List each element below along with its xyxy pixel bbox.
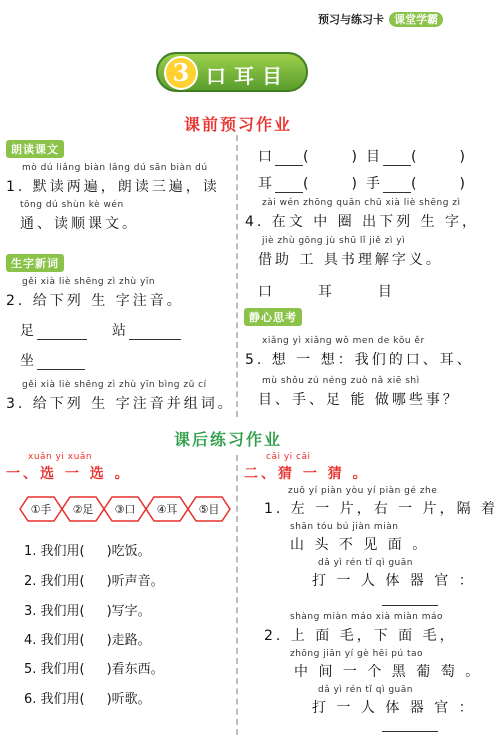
r2-text2: 中 间 一 个 黑 葡 萄 。 bbox=[294, 664, 483, 680]
q4-text: 4. 在文 中 圈 出下列 生 字， bbox=[245, 214, 480, 230]
part1-item-3: 3. 我们用( )写字。 bbox=[24, 604, 151, 619]
r2-answer-blank[interactable] bbox=[382, 718, 438, 732]
row2-er: 耳 ( ) bbox=[258, 176, 360, 192]
q4-pinyin: zài wén zhōng quān chū xià liè shēng zì bbox=[262, 198, 461, 208]
r1-pinyin3: dǎ yì rén tǐ qì guān bbox=[318, 558, 413, 568]
r1-answer-blank[interactable] bbox=[382, 592, 438, 606]
q4-pinyin2: jiè zhù gōng jù shū lǐ jiě zì yì bbox=[262, 236, 406, 246]
q3-text: 3. 给下列 生 字注音并组词。 bbox=[6, 396, 235, 412]
r2-pinyin2: zhōng jiān yí gè hēi pú tao bbox=[290, 649, 424, 659]
q5-text: 5. 想 一 想：我们的口、耳、 bbox=[245, 352, 474, 368]
part1-item-4: 4. 我们用( )走路。 bbox=[24, 633, 151, 648]
header-badge: 课堂学霸 bbox=[389, 12, 443, 27]
tag-read: 朗读课文 bbox=[6, 140, 64, 158]
row2-shou: 手 ( ) bbox=[366, 176, 468, 192]
header-text: 预习与练习卡 bbox=[318, 13, 384, 26]
r1-text2: 山 头 不 见 面 。 bbox=[290, 537, 430, 553]
r2-pinyin: shàng miàn máo xià miàn máo bbox=[290, 612, 444, 622]
column-divider bbox=[236, 135, 238, 417]
pre-section-title: 课前预习作业 bbox=[184, 115, 293, 134]
r1-pinyin: zuǒ yí piàn yòu yí piàn gé zhe bbox=[288, 486, 438, 496]
q2-text: 2. 给下列 生 字注音。 bbox=[6, 293, 184, 309]
lesson-banner bbox=[156, 52, 308, 92]
q4-text2: 借助 工 具书理解字义。 bbox=[258, 252, 443, 268]
r2-text3: 打 一 人 体 器 官 ： bbox=[312, 700, 476, 716]
r1-text3: 打 一 人 体 器 官 ： bbox=[312, 573, 476, 589]
char-zhan: 站 bbox=[112, 320, 181, 340]
tag-new-chars: 生字新词 bbox=[6, 254, 64, 272]
char-zuo: 坐 bbox=[20, 350, 85, 370]
options-row bbox=[20, 497, 232, 521]
part1-item-6: 6. 我们用( )听歌。 bbox=[24, 692, 151, 707]
option-2: ②足 bbox=[62, 497, 104, 521]
part1-title: 一、选 一 选 。 bbox=[6, 466, 132, 482]
q2-pinyin: gěi xià liè shēng zì zhù yīn bbox=[22, 277, 156, 287]
tag-think: 静心思考 bbox=[244, 308, 302, 326]
row1-kou: 口 ( ) bbox=[258, 149, 360, 165]
option-4: ④耳 bbox=[146, 497, 188, 521]
blank-zhan[interactable] bbox=[129, 326, 181, 340]
option-5: ⑤目 bbox=[188, 497, 230, 521]
option-1: ①手 bbox=[20, 497, 62, 521]
option-3: ③口 bbox=[104, 497, 146, 521]
q5-pinyin: xiǎng yì xiǎng wǒ men de kǒu ěr bbox=[262, 336, 425, 346]
blank-zu[interactable] bbox=[37, 326, 87, 340]
part2-pinyin: cāi yi cāi bbox=[266, 452, 311, 462]
lesson-title: 口耳目 bbox=[206, 64, 290, 88]
q1-pinyin: mò dú liǎng biàn lǎng dú sān biàn dú bbox=[22, 163, 208, 173]
header bbox=[318, 8, 443, 27]
part1-pinyin: xuǎn yi xuǎn bbox=[28, 452, 93, 462]
column-divider-2 bbox=[236, 455, 238, 735]
q1-pinyin2: tōng dú shùn kè wén bbox=[20, 200, 124, 210]
blank-zuo[interactable] bbox=[37, 356, 85, 370]
part2-title: 二、猜 一 猜 。 bbox=[244, 466, 370, 482]
row1-mu: 目 ( ) bbox=[366, 149, 468, 165]
post-section-title: 课后练习作业 bbox=[174, 430, 283, 449]
q3-pinyin: gěi xià liè shēng zì zhù yīn bìng zǔ cí bbox=[22, 380, 207, 390]
r2-pinyin3: dǎ yì rén tǐ qì guān bbox=[318, 685, 413, 695]
part1-item-2: 2. 我们用( )听声音。 bbox=[24, 574, 164, 589]
part1-item-1: 1. 我们用( )吃饭。 bbox=[24, 544, 151, 559]
r1-text: 1. 左 一 片，右 一 片，隔 着 bbox=[264, 501, 498, 517]
q5-text2: 目、手、足 能 做哪些事？ bbox=[258, 392, 460, 408]
q5-pinyin2: mù shǒu zú néng zuò nǎ xiē shì bbox=[262, 376, 420, 386]
q1-text: 1. 默读两遍，朗读三遍，读 bbox=[6, 179, 220, 195]
char-zu: 足 bbox=[20, 320, 87, 340]
lesson-number: 3 bbox=[164, 56, 198, 90]
r2-text: 2. 上 面 毛，下 面 毛， bbox=[264, 628, 457, 644]
r1-pinyin2: shān tóu bú jiàn miàn bbox=[290, 522, 399, 532]
part1-item-5: 5. 我们用( )看东西。 bbox=[24, 662, 164, 677]
chars-row: 口 耳 目 bbox=[258, 284, 395, 300]
q1-text2: 通、读顺课文。 bbox=[20, 216, 139, 232]
